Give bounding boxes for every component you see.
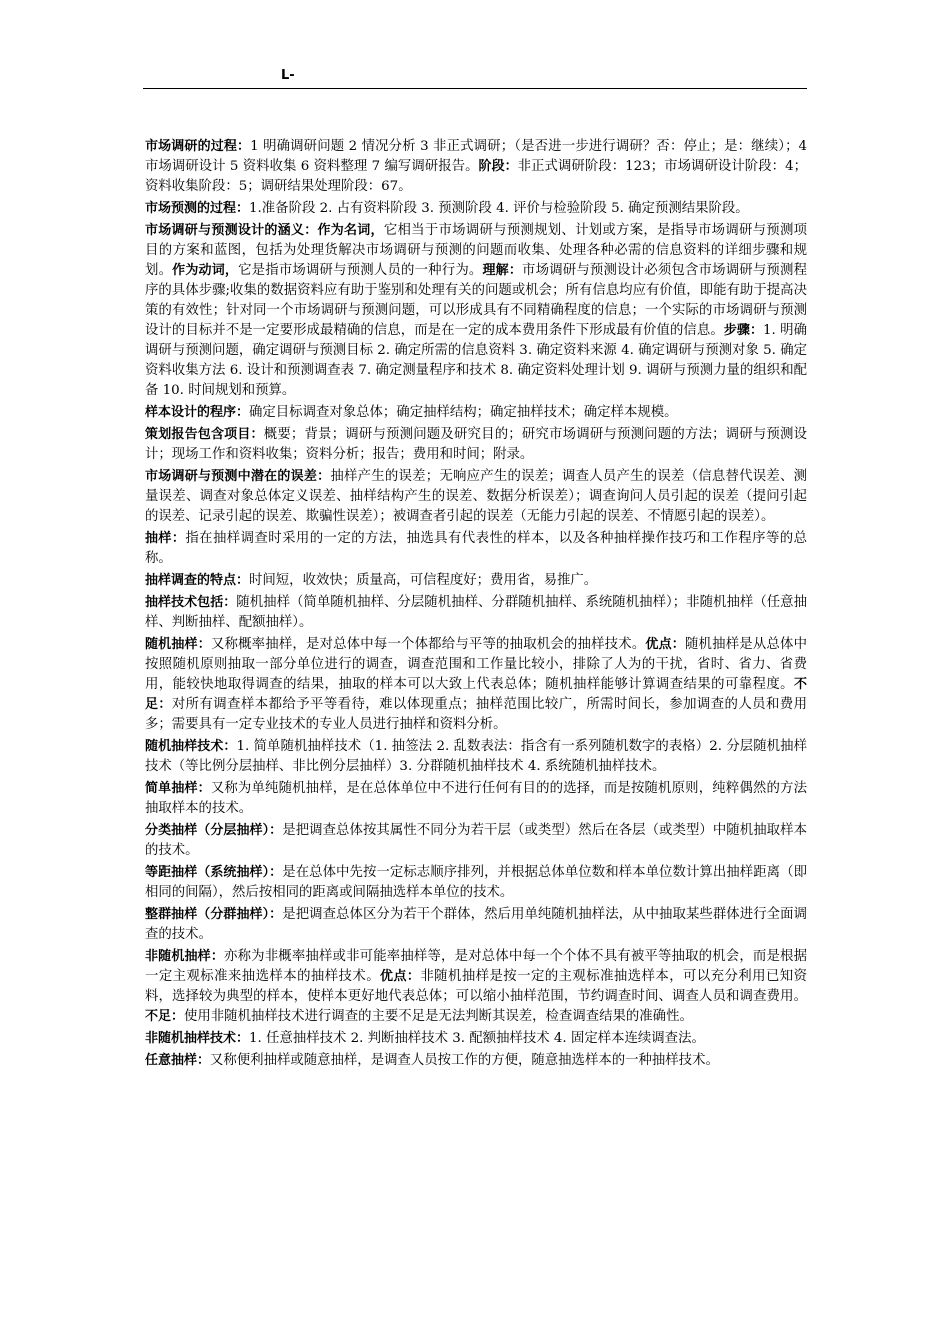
body-text: 它相当于市场调研与预测规划、计划或方案，是指导市场调研与预测项目的方案和蓝图，包括为处理货解决市场调研与预测的问题而收集、处理各种必需的信息资料的详细步骤和规划。 [145,223,807,278]
body-text: 1.准备阶段 2. 占有资料阶段 3. 预测阶段 4. 评价与检验阶段 5. 确定预测结果阶段。 [249,201,749,216]
term-heading: 市场调研与预测设计的涵义：作为名词， [145,223,384,238]
term-heading: 策划报告包含项目： [145,427,264,442]
body-text: 它是指市场调研与预测人员的一种行为。 [238,263,483,278]
body-text: 1. 明确调研与预测问题，确定调研与预测目标 2. 确定所需的信息资料 3. 确定资料来源 4. 确定调研与预测对象 5. 确定资料收集方法 6. 设计和预测调查表 7. 确定测量程序和技术 8. 确定资料处理计划 9. 调研与预测力量的组织和配备 10. 时间规划和预算。 [145,323,807,398]
term-heading: 分类抽样（分层抽样）： [145,823,283,838]
term-heading: 随机抽样： [145,637,211,652]
paragraph [145,571,807,591]
term-heading: 优点： [645,637,685,652]
paragraph [145,593,807,633]
term-heading: 抽样调查的特点： [145,573,250,588]
body-text: 亦称为非概率抽样或非可能率抽样等，是对总体中每一个个体不具有被平等抽取的机会，而是根据一定主观标准来抽选样本的抽样技术。 [145,949,807,984]
term-heading: 抽样技术包括： [145,595,237,610]
term-heading: 理解： [482,263,523,278]
paragraph [145,529,807,569]
body-text: 时间短，收效快；质量高，可信程度好；费用省，易推广。 [249,573,598,588]
paragraph [145,137,807,197]
term-heading: 不足： [145,1009,185,1024]
term-heading: 非随机抽样： [145,949,225,964]
paragraph [145,199,807,219]
term-heading: 市场调研的过程： [145,139,251,154]
term-heading: 不足： [145,677,807,712]
header-mark: L- [281,68,295,83]
term-heading: 等距抽样（系统抽样）： [145,865,283,880]
term-heading: 阶段： [478,159,518,174]
body-text: 又称为单纯随机抽样，是在总体单位中不进行任何有目的的选择，而是按随机原则，纯粹偶然的方法抽取样本的技术。 [145,781,807,816]
term-heading: 整群抽样（分群抽样）： [145,907,283,922]
body-text: 确定目标调查对象总体；确定抽样结构；确定抽样技术；确定样本规模。 [249,405,678,420]
term-heading: 市场调研与预测中潜在的误差： [145,469,331,484]
term-heading: 非随机抽样技术： [145,1031,250,1046]
paragraph [145,403,807,423]
body-text: 随机抽样（简单随机抽样、分层随机抽样、分群随机抽样、系统随机抽样）；非随机抽样（任意抽样、判断抽样、配额抽样）。 [145,595,807,630]
term-heading: 步骤： [723,323,764,338]
body-text: 是把调查总体区分为若干个群体，然后用单纯随机抽样法，从中抽取某些群体进行全面调查的技术。 [145,907,807,942]
term-heading: 随机抽样技术： [145,739,237,754]
body-text: 概要；背景；调研与预测问题及研究目的；研究市场调研与预测问题的方法；调研与预测设计；现场工作和资料收集；资料分析；报告；费用和时间；附录。 [145,427,807,462]
term-heading: 优点： [380,969,421,984]
paragraph [145,947,807,1027]
body-text: 1. 简单随机抽样技术（1. 抽签法 2. 乱数表法：指含有一系列随机数字的表格）2. 分层随机抽样技术（等比例分层抽样、非比例分层抽样）3. 分群随机抽样技术 4. 系统随机抽样技术。 [145,739,807,774]
body-text: 非正式调研阶段：123；市场调研设计阶段：4；资料收集阶段：5；调研结果处理阶段：67。 [145,159,807,194]
body-text: 抽样产生的误差；无响应产生的误差；调查人员产生的误差（信息替代误差、测量误差、调查对象总体定义误差、抽样结构产生的误差、数据分析误差）；调查询问人员引起的误差（提问引起的误差、记录引起的误差、欺骗性误差）；被调查者引起的误差（无能力引起的误差、不情愿引起的误差）。 [145,469,807,524]
body-text: 随机抽样是从总体中按照随机原则抽取一部分单位进行的调查，调查范围和工作量比较小，排除了人为的干扰，省时、省力、省费用，能较快地取得调查的结果，抽取的样本可以大致上代表总体；随机抽样能够计算调查结果的可靠程度。 [145,637,807,692]
paragraph [145,1029,807,1049]
body-text: 又称概率抽样，是对总体中每一个体都给与平等的抽取机会的抽样技术。 [210,637,646,652]
term-heading: 任意抽样： [145,1053,211,1068]
term-heading: 市场预测的过程： [145,201,250,216]
body-text: 1 明确调研问题 2 情况分析 3 非正式调研；（是否进一步进行调研？否：停止；是：继续）；4 市场调研设计 5 资料收集 6 资料整理 7 编写调研报告。 [145,139,807,174]
paragraph [145,1051,807,1071]
body-text: 是把调查总体按其属性不同分为若干层（或类型）然后在各层（或类型）中随机抽取样本的技术。 [145,823,807,858]
body-text: 市场调研与预测设计必须包含市场调研与预测程序的具体步骤;收集的数据资料应有助于鉴别和处理有关的问题或机会；所有信息均应有价值，即能有助于提高决策的有效性；针对同一个市场调研与预测问题，可以形成具有不同精确程度的信息；一个实际的市场调研与预测设计的目标并不是一定要形成最精确的信息，而是在一定的成本费用条件下形成最有价值的信息。 [145,263,807,338]
body-text: 使用非随机抽样技术进行调查的主要不足是无法判断其误差，检查调查结果的准确性。 [184,1009,693,1024]
paragraph [145,635,807,735]
paragraph [145,737,807,777]
paragraph [145,905,807,945]
document-body [145,137,807,1073]
term-heading: 抽样： [145,531,186,546]
body-text: 又称便利抽样或随意抽样，是调查人员按工作的方便，随意抽选样本的一种抽样技术。 [210,1053,719,1068]
body-text: 指在抽样调查时采用的一定的方法，抽选具有代表性的样本，以及各种抽样操作技巧和工作程序等的总称。 [145,531,807,566]
paragraph [145,425,807,465]
paragraph [145,863,807,903]
body-text: 是在总体中先按一定标志顺序排列，并根据总体单位数和样本单位数计算出抽样距离（即相同的间隔），然后按相同的距离或间隔抽选样本单位的技术。 [145,865,807,900]
term-heading: 作为动词， [172,263,239,278]
paragraph [145,221,807,401]
term-heading: 样本设计的程序： [145,405,250,420]
term-heading: 简单抽样： [145,781,211,796]
paragraph [145,821,807,861]
body-text: 1. 任意抽样技术 2. 判断抽样技术 3. 配额抽样技术 4. 固定样本连续调查法。 [249,1031,705,1046]
body-text: 对所有调查样本都给予平等看待，难以体现重点；抽样范围比较广，所需时间长，参加调查的人员和费用多；需要具有一定专业技术的专业人员进行抽样和资料分析。 [145,697,807,732]
body-text: 非随机抽样是按一定的主观标准抽选样本，可以充分利用已知资料，选择较为典型的样本，使样本更好地代表总体；可以缩小抽样范围，节约调查时间、调查人员和调查费用。 [145,969,808,1004]
paragraph [145,467,807,527]
header-rule [143,88,807,89]
paragraph [145,779,807,819]
